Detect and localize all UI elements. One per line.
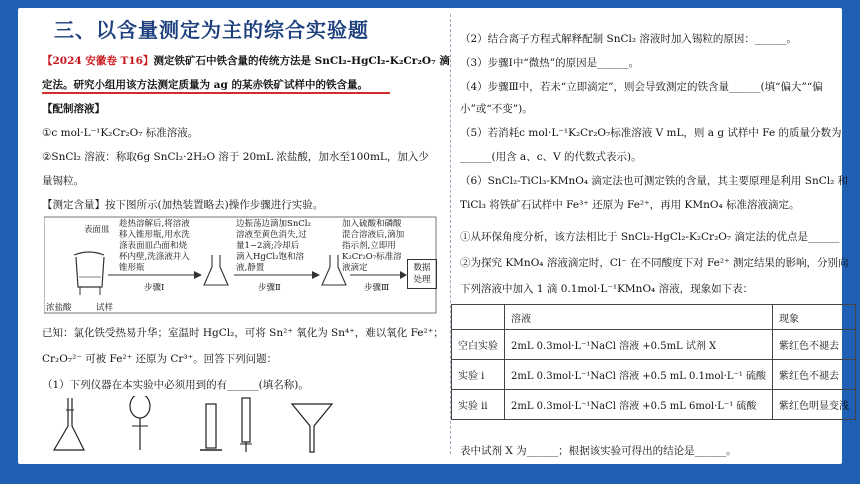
step-3-label: 步骤Ⅲ — [364, 283, 390, 293]
question-6-part-2-line-1: ②为探究 KMnO₄ 溶液滴定时，Cl⁻ 在不同酸度下对 Fe²⁺ 测定结果的影响，分别向 — [460, 257, 849, 269]
data-processing-box: 数据 处理 — [407, 259, 437, 289]
intro-line-2: 定法。研究小组用该方法测定质量为 ag 的某赤铁矿试样中的铁含量。 — [42, 79, 368, 91]
question-5-line-2: ______(用含 a、c、V 的代数式表示)。 — [460, 151, 642, 163]
solution-2-line-1: ②SnCl₂ 溶液：称取6g SnCl₂·2H₂O 溶于 20mL 浓盐酸，加水至100mL，加入少 — [42, 151, 429, 163]
section-prepare: 【配制溶液】 — [42, 103, 105, 115]
sample-label: 试样 — [96, 303, 114, 313]
intro-line-1: 【2024 安徽卷 T16】测定铁矿石中铁含量的传统方法是 SnCl₂-HgCl₂-K₂Cr₂O₇ 滴 — [42, 55, 450, 67]
highlight-underline — [42, 92, 390, 94]
table-header-cell: 现象 — [772, 305, 855, 330]
slide-page — [18, 8, 849, 464]
experiment-table — [451, 304, 856, 420]
known-line-1: 已知：氯化铁受热易升华；室温时 HgCl₂，可将 Sn²⁺ 氧化为 Sn⁴⁺，难以氧化 Fe²⁺； — [42, 327, 444, 339]
question-4-line-2: 小”或“不变”)。 — [460, 103, 533, 115]
solution-2-line-2: 量锡粒。 — [42, 175, 84, 187]
table-row: 实验 ⅰ 2mL 0.3mol·L⁻¹NaCl 溶液 +0.5 mL 0.1mol·L⁻¹ 硫酸 紫红色不褪去 — [452, 360, 856, 390]
volumetric-flask-icon — [54, 398, 84, 450]
step-1-label: 步骤Ⅰ — [144, 283, 165, 293]
question-6-line-1: （6）SnCl₂-TiCl₃-KMnO₄ 滴定法也可测定铁的含量，其主要原理是利用 SnCl₂ 和 — [460, 175, 849, 187]
table-footer-question: 表中试剂 X 为______；根据该实验可得出的结论是______。 — [460, 445, 737, 457]
step-1-description: 趁热溶解后,将溶液 移入锥形瓶,用水洗 涤表面皿凸面和烧 杯内壁,洗涤液并入 锥形瓶 — [119, 219, 190, 273]
step-2-description: 边振荡边滴加SnCl₂ 溶液至黄色消失,过 量1~2滴;冷却后 滴入HgCl₂饱和溶 液,静置 — [236, 219, 311, 273]
table-row: 实验 ⅱ 2mL 0.3mol·L⁻¹NaCl 溶液 +0.5 mL 6mol·L⁻¹ 硫酸 紫红色明显变浅 — [452, 390, 856, 420]
question-6-part-2-line-2: 下列溶液中加入 1 滴 0.1mol·L⁻¹KMnO₄ 溶液，现象如下表： — [460, 283, 754, 295]
graduated-cylinder-icon — [200, 404, 222, 450]
burette-icon — [240, 398, 252, 452]
step-2-label: 步骤Ⅱ — [258, 283, 281, 293]
question-6-part-1: ①从环保角度分析，该方法相比于 SnCl₂-HgCl₂-K₂Cr₂O₇ 滴定法的优点是______ — [460, 231, 840, 243]
funnel-icon — [292, 404, 332, 452]
known-line-2: Cr₂O₇²⁻ 可被 Fe²⁺ 还原为 Cr³⁺。回答下列问题： — [42, 353, 278, 365]
table-header-cell — [452, 305, 505, 330]
section-measure: 【测定含量】按下图所示(加热装置略去)操作步骤进行实验。 — [42, 199, 324, 211]
question-4-line-1: （4）步骤Ⅲ中，若未“立即滴定”，则会导致测定的铁含量______(填“偏大”“偏 — [460, 81, 823, 93]
question-3: （3）步骤Ⅰ中“微热”的原因是______。 — [460, 57, 640, 69]
separatory-funnel-icon — [130, 396, 150, 450]
solution-1: ①c mol·L⁻¹K₂Cr₂O₇ 标准溶液。 — [42, 127, 199, 139]
question-5-line-1: （5）若消耗c mol·L⁻¹K₂Cr₂O₇标准溶液 V mL，则 a g 试样中 Fe 的质量分数为 — [460, 127, 842, 139]
table-row: 空白实验 2mL 0.3mol·L⁻¹NaCl 溶液 +0.5mL 试剂 X 紫红色不褪去 — [452, 330, 856, 360]
instrument-drawings — [42, 396, 342, 456]
question-2: （2）结合离子方程式解释配制 SnCl₂ 溶液时加入锡粒的原因：______。 — [460, 33, 797, 45]
table-header-cell: 溶液 — [505, 305, 773, 330]
source-tag: 【2024 安徽卷 T16】 — [42, 55, 154, 67]
hcl-label: 浓盐酸 — [46, 303, 72, 313]
question-6-line-2: TiCl₃ 将铁矿石试样中 Fe³⁺ 还原为 Fe²⁺，再用 KMnO₄ 标准溶液滴定。 — [460, 199, 800, 211]
question-1: （1）下列仪器在本实验中必须用到的有______(填名称)。 — [42, 379, 309, 391]
dish-label: 表面皿 — [84, 225, 110, 235]
slide-title: 三、以含量测定为主的综合实验题 — [54, 18, 369, 42]
step-3-description: 加入硫酸和磷酸 混合溶液后,滴加 指示剂,立即用 K₂Cr₂O₇标准溶 液滴定 — [342, 219, 405, 273]
procedure-diagram — [44, 215, 440, 315]
table-header-row — [452, 305, 856, 330]
